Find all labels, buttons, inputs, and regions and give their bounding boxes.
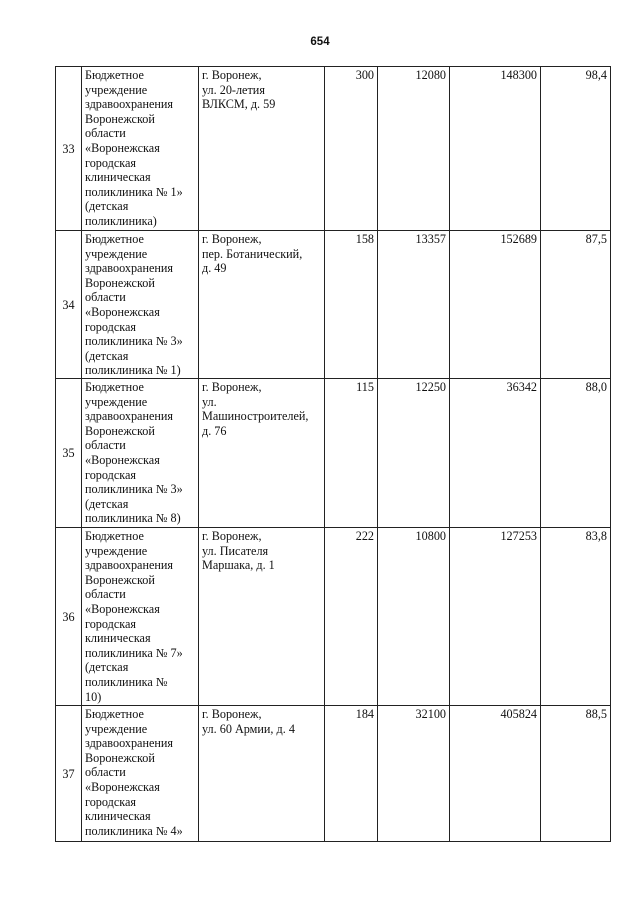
cell-line: Бюджетное — [85, 529, 144, 543]
cell-line: «Воронежская — [85, 601, 160, 616]
cell-line: здравоохранения — [85, 97, 174, 112]
cell-line: Воронежской — [85, 572, 155, 587]
institution-address — [199, 67, 325, 231]
cell-line: поликлиника № 1» — [85, 184, 183, 199]
institution-address — [199, 379, 325, 528]
cell-line: Маршака, д. 1 — [202, 558, 275, 573]
cell-line: ул. 60 Армии, д. 4 — [202, 721, 295, 736]
cell-line: д. 76 — [202, 423, 227, 438]
table-row — [56, 706, 611, 842]
cell-line: д. 49 — [202, 261, 227, 276]
cell-line: «Воронежская — [85, 304, 160, 319]
table-body — [56, 67, 611, 842]
cell-line: поликлиника № 3» — [85, 482, 183, 497]
value-3: 405824 — [450, 706, 541, 842]
value-1: 300 — [325, 67, 378, 231]
cell-line: здравоохранения — [85, 736, 174, 751]
value-2: 12250 — [378, 379, 450, 528]
cell-line: г. Воронеж, — [202, 529, 262, 543]
value-4: 88,0 — [541, 379, 611, 528]
cell-line: поликлиника № 3» — [85, 334, 183, 349]
cell-line: Бюджетное — [85, 232, 144, 246]
institution-name — [82, 379, 199, 528]
value-1: 158 — [325, 231, 378, 379]
institution-name — [82, 528, 199, 706]
cell-line: Бюджетное — [85, 68, 144, 82]
cell-line: ул. Писателя — [202, 543, 269, 558]
cell-line: «Воронежская — [85, 140, 160, 155]
row-number: 33 — [56, 67, 82, 231]
value-3: 148300 — [450, 67, 541, 231]
table-row — [56, 231, 611, 379]
cell-line: поликлиника) — [85, 213, 157, 228]
page-number: 654 — [310, 36, 330, 48]
value-3: 127253 — [450, 528, 541, 706]
cell-line: 10) — [85, 689, 102, 704]
institutions-table — [55, 66, 611, 842]
cell-line: Бюджетное — [85, 380, 144, 394]
institution-address — [199, 706, 325, 842]
cell-line: здравоохранения — [85, 409, 174, 424]
row-number: 37 — [56, 706, 82, 842]
row-number: 35 — [56, 379, 82, 528]
cell-line: учреждение — [85, 246, 148, 261]
cell-line: поликлиника № 8) — [85, 511, 181, 526]
cell-line: области — [85, 438, 126, 453]
cell-line: (детская — [85, 660, 129, 675]
cell-line: «Воронежская — [85, 452, 160, 467]
cell-line: (детская — [85, 348, 129, 363]
cell-line: здравоохранения — [85, 261, 174, 276]
value-4: 88,5 — [541, 706, 611, 842]
value-1: 222 — [325, 528, 378, 706]
cell-line: учреждение — [85, 543, 148, 558]
value-1: 184 — [325, 706, 378, 842]
cell-line: поликлиника № 4» — [85, 823, 183, 838]
table-row — [56, 379, 611, 528]
table-row — [56, 528, 611, 706]
cell-line: учреждение — [85, 721, 148, 736]
value-2: 12080 — [378, 67, 450, 231]
cell-line: поликлиника № 1) — [85, 363, 181, 378]
value-3: 36342 — [450, 379, 541, 528]
cell-line: области — [85, 765, 126, 780]
cell-line: здравоохранения — [85, 558, 174, 573]
cell-line: поликлиника № 7» — [85, 645, 183, 660]
cell-line: г. Воронеж, — [202, 68, 262, 82]
cell-line: (детская — [85, 496, 129, 511]
cell-line: Воронежской — [85, 423, 155, 438]
cell-line: городская — [85, 155, 136, 170]
cell-line: ул. 20-летия — [202, 82, 265, 97]
cell-line: учреждение — [85, 394, 148, 409]
cell-line: клиническая — [85, 631, 151, 646]
institution-address — [199, 528, 325, 706]
value-3: 152689 — [450, 231, 541, 379]
table-row — [56, 67, 611, 231]
cell-line: (детская — [85, 199, 129, 214]
value-2: 32100 — [378, 706, 450, 842]
cell-line: пер. Ботанический, — [202, 246, 303, 261]
cell-line: городская — [85, 616, 136, 631]
cell-line: клиническая — [85, 170, 151, 185]
cell-line: городская — [85, 467, 136, 482]
institution-name — [82, 67, 199, 231]
cell-line: Воронежской — [85, 750, 155, 765]
cell-line: ВЛКСМ, д. 59 — [202, 97, 276, 112]
cell-line: городская — [85, 794, 136, 809]
institution-name — [82, 231, 199, 379]
cell-line: Воронежской — [85, 111, 155, 126]
cell-line: г. Воронеж, — [202, 380, 262, 394]
value-4: 87,5 — [541, 231, 611, 379]
cell-line: ул. — [202, 394, 217, 409]
cell-line: городская — [85, 319, 136, 334]
cell-line: г. Воронеж, — [202, 232, 262, 246]
institution-name — [82, 706, 199, 842]
value-4: 83,8 — [541, 528, 611, 706]
row-number: 34 — [56, 231, 82, 379]
cell-line: области — [85, 126, 126, 141]
cell-line: Машиностроителей, — [202, 409, 309, 424]
cell-line: поликлиника № — [85, 674, 168, 689]
cell-line: «Воронежская — [85, 779, 160, 794]
cell-line: учреждение — [85, 82, 148, 97]
cell-line: клиническая — [85, 809, 151, 824]
value-4: 98,4 — [541, 67, 611, 231]
cell-line: области — [85, 587, 126, 602]
cell-line: г. Воронеж, — [202, 707, 262, 721]
row-number: 36 — [56, 528, 82, 706]
cell-line: области — [85, 290, 126, 305]
cell-line: Бюджетное — [85, 707, 144, 721]
value-1: 115 — [325, 379, 378, 528]
institution-address — [199, 231, 325, 379]
value-2: 13357 — [378, 231, 450, 379]
value-2: 10800 — [378, 528, 450, 706]
cell-line: Воронежской — [85, 275, 155, 290]
